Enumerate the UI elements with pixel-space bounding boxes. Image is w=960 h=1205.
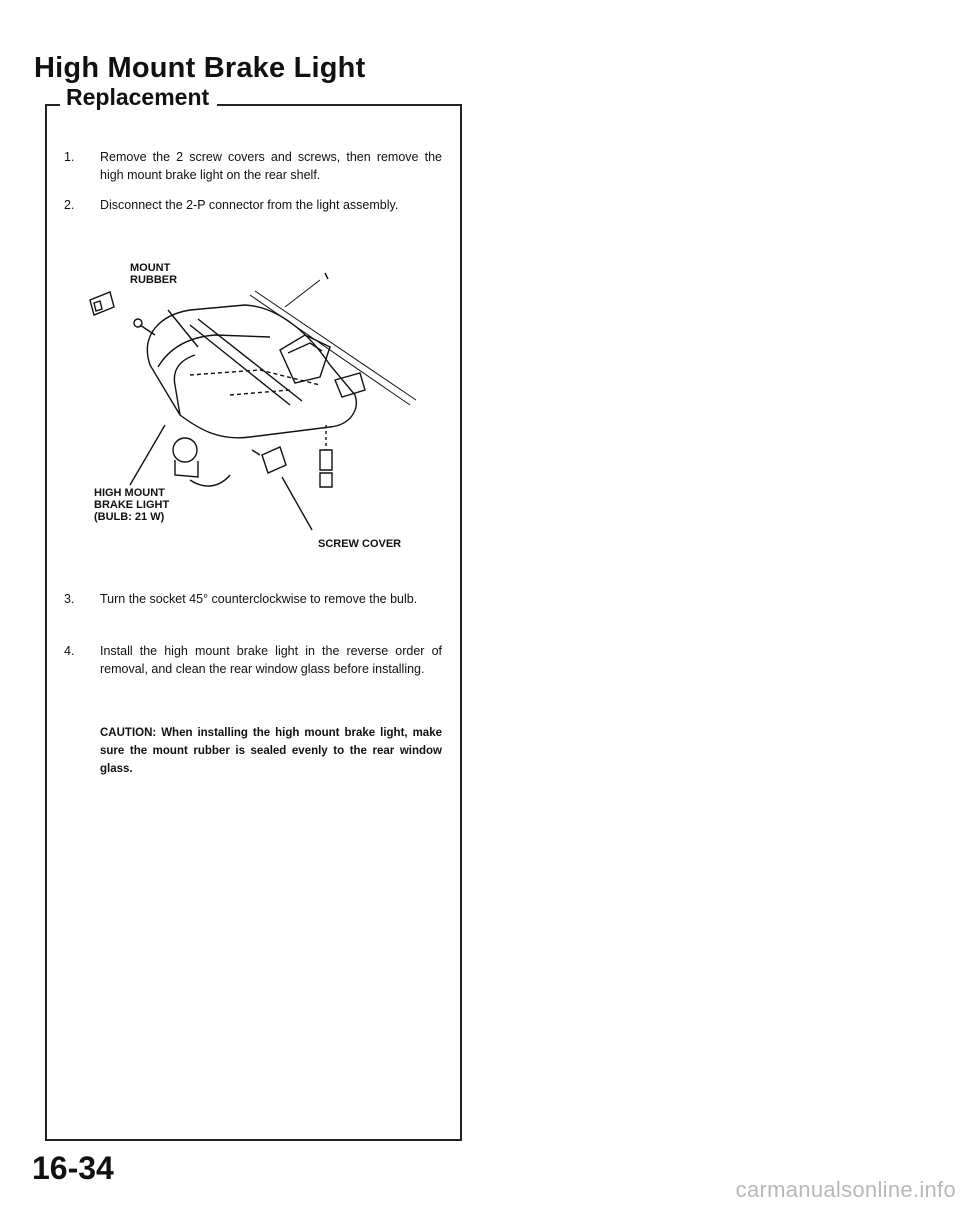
caution-note: CAUTION: When installing the high mount brake light, make sure the mount rubber is sealed evenly to the rear window glass. bbox=[100, 726, 442, 775]
step-text: Remove the 2 screw covers and screws, then remove the high mount brake light on the rear shelf. bbox=[100, 150, 442, 182]
light-housing bbox=[147, 305, 356, 438]
step-number: 1. bbox=[64, 150, 75, 164]
bulb-socket bbox=[173, 438, 197, 462]
step-text: Install the high mount brake light in the reverse order of removal, and clean the rear window glass before installing. bbox=[100, 644, 442, 676]
mount-rubber-label: MOUNT RUBBER bbox=[130, 262, 178, 286]
page-title: High Mount Brake Light bbox=[34, 52, 366, 84]
step-number: 4. bbox=[64, 644, 75, 658]
connector-part bbox=[320, 450, 332, 470]
step-1 bbox=[64, 148, 442, 184]
screw-cover-part bbox=[262, 447, 286, 473]
watermark: carmanualsonline.info bbox=[735, 1177, 956, 1202]
section-heading: Replacement bbox=[60, 84, 217, 111]
step-number: 3. bbox=[64, 592, 75, 606]
step-2 bbox=[64, 196, 442, 214]
step-text: Turn the socket 45° counterclockwise to remove the bulb. bbox=[100, 592, 418, 606]
screw-cover-label: SCREW COVER bbox=[318, 538, 402, 550]
step-number: 2. bbox=[64, 198, 75, 212]
step-text: Disconnect the 2-P connector from the light assembly. bbox=[100, 198, 399, 212]
step-4 bbox=[64, 642, 442, 678]
page-number: 16-34 bbox=[32, 1150, 114, 1186]
step-3 bbox=[64, 590, 442, 608]
brake-light-label: HIGH MOUNT BRAKE LIGHT (BULB: 21 W) bbox=[94, 487, 170, 523]
